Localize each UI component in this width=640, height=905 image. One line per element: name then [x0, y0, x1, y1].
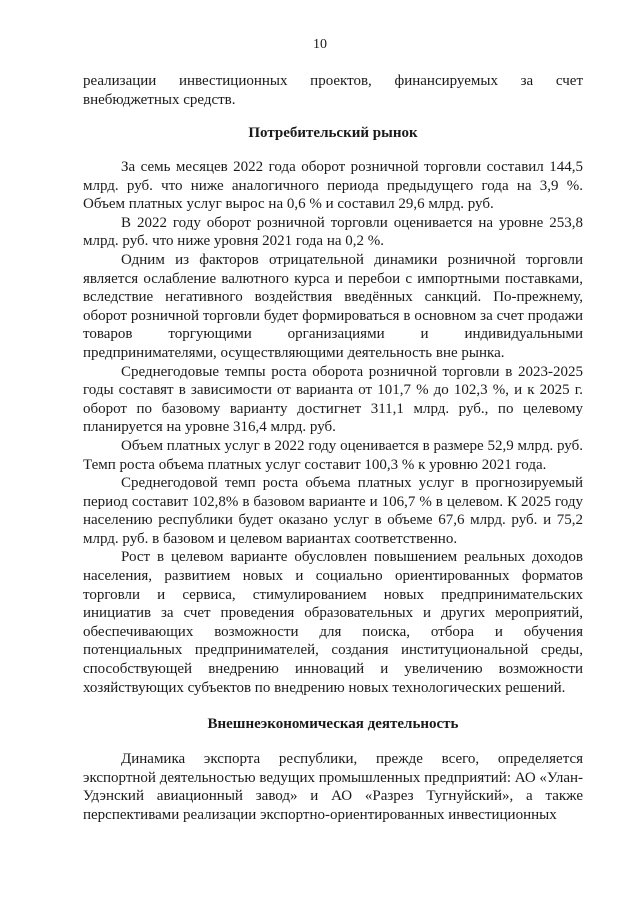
paragraph: Одним из факторов отрицательной динамики розничной торговли является ослабление валютного курса и перебои с импортными поставками, вследствие негативного воздействия введённых санкций. По-прежнему, оборот розничной торговли будет формироваться в основном за счет продажи товаров торгующими организациями и индивидуальными предпринимателями, осуществляющими деятельность вне рынка. — [83, 251, 583, 361]
paragraph: За семь месяцев 2022 года оборот розничной торговли составил 144,5 млрд. руб. что ниже аналогичного периода предыдущего года на 3,9 %. Объем платных услуг вырос на 0,6 % и составил 29,6 млрд. руб. — [83, 159, 583, 213]
section-heading-foreign-economic-activity: Внешнеэкономическая деятельность — [207, 716, 459, 732]
section-heading-consumer-market: Потребительский рынок — [248, 125, 418, 141]
consumer-market-body — [83, 158, 583, 697]
paragraph: Объем платных услуг в 2022 году оценивается в размере 52,9 млрд. руб. Темп роста объема платных услуг составит 100,3 % к уровню 2021 года. — [83, 437, 583, 473]
paragraph: Рост в целевом варианте обусловлен повышением реальных доходов населения, развитием новых и социально ориентированных форматов торговли и сервиса, стимулированием новых предпринимательских инициатив за счет проведения образовательных и других мероприятий, обеспечивающих возможности для поиска, отбора и обучения потенциальных предпринимателей, создания институциональной среды, способствующей внедрению инноваций и увеличению возможности хозяйствующих субъектов по внедрению новых технологических решений. — [83, 549, 583, 696]
paragraph: Динамика экспорта республики, прежде всего, определяется экспортной деятельностью ведущих промышленных предприятий: АО «Улан-Удэнский авиационный завод» и АО «Разрез Тугнуйский», а также перспективами реализации экспортно-ориентированных инвестиционных — [83, 751, 584, 823]
foreign-economic-body — [83, 750, 583, 824]
paragraph: В 2022 году оборот розничной торговли оценивается на уровне 253,8 млрд. руб. что ниже уровня 2021 года на 0,2 %. — [83, 214, 583, 250]
paragraph: Среднегодовые темпы роста оборота розничной торговли в 2023-2025 годы составят в зависимости от варианта от 101,7 % до 102,3 %, и к 2025 г. оборот по базовому варианту достигнет 311,1 млрд. руб., по целевому планируется на уровне 316,4 млрд. руб. — [83, 363, 583, 436]
page-number: 10 — [313, 37, 327, 52]
intro-continuation-paragraph: реализации инвестиционных проектов, финансируемых за счет внебюджетных средств. — [83, 73, 583, 108]
intro-continuation-block — [83, 72, 583, 109]
paragraph: Среднегодовой темп роста объема платных услуг в прогнозируемый период составит 102,8% в базовом варианте и 106,7 % в целевом. К 2025 году населению республики будет оказано услуг в объеме 67,6 млрд. руб. и 75,2 млрд. руб. в базовом и целевом вариантах соответственно. — [83, 475, 583, 547]
